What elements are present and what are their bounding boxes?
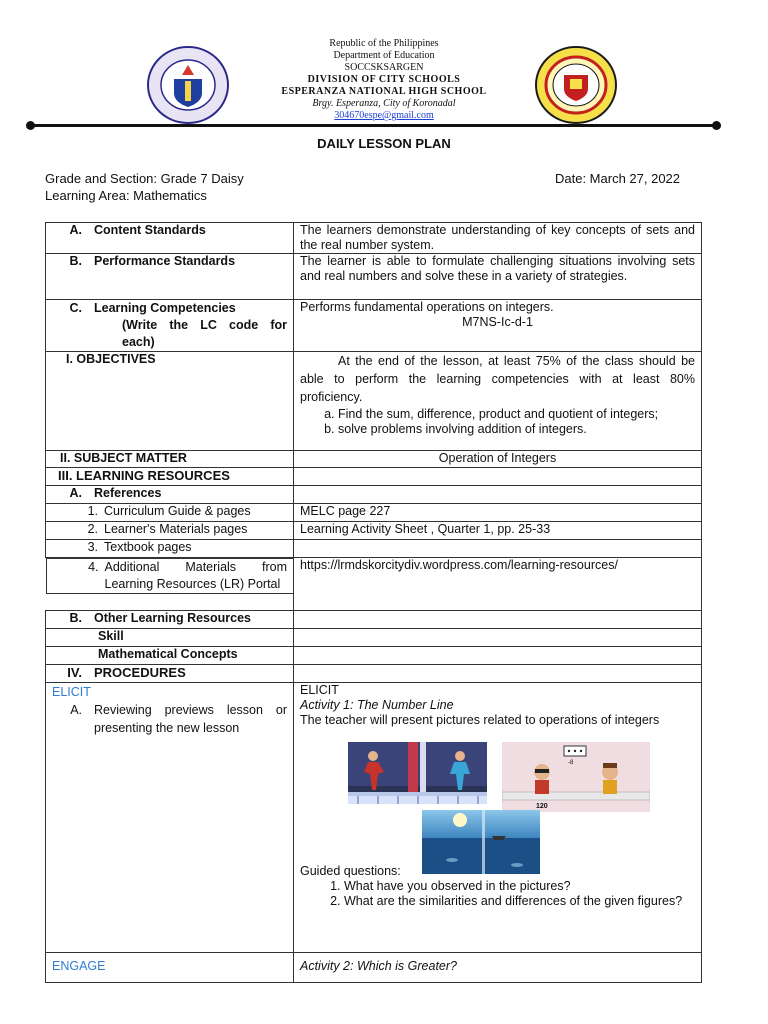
lesson-plan-table bbox=[45, 222, 702, 983]
ref4-label: Additional Materials from Learning Resources (LR) Portal bbox=[104, 560, 287, 591]
competencies-sub: (Write the LC code for each) bbox=[122, 318, 287, 349]
table-row: C. Learning Competencies (Write the LC code for each) Performs fundamental operations on integers. M7NS-Ic-d-1 bbox=[46, 300, 702, 352]
header-divider bbox=[30, 124, 717, 127]
table-row: B. Performance Standards The learner is able to formulate challenging situations involving sets and real numbers and solve these in a variety of strategies. bbox=[46, 254, 702, 300]
letterhead bbox=[0, 38, 768, 122]
republic-text: Republic of the Philippines bbox=[329, 38, 439, 49]
performance-standards-value: The learner is able to formulate challenging situations involving sets and real numbers and solve these in a variety of strategies. bbox=[294, 254, 702, 300]
learning-resources-label: III. LEARNING RESOURCES bbox=[46, 468, 294, 486]
elicit-left-label: ELICIT bbox=[52, 685, 91, 699]
number-line-fighters-image bbox=[348, 742, 487, 804]
table-row: ELICIT A. Reviewing previews lesson or presenting the new lesson ELICIT Activity 1: The Number Line The teacher will present pictures related to operations of integers Guided questions: 1. What have you observed in the pictures? 2. What are the similarities and differences of the given figures? bbox=[46, 683, 702, 953]
content-standards-label: Content Standards bbox=[94, 223, 206, 237]
ref2-label: Learner's Materials pages bbox=[104, 522, 248, 536]
elicit-right-label: ELICIT bbox=[300, 683, 339, 697]
activity1-title: Activity 1: The Number Line bbox=[300, 698, 454, 712]
table-row bbox=[46, 647, 702, 665]
table-row: A. Content Standards The learners demonstrate understanding of key concepts of sets and the real number system. bbox=[46, 223, 702, 254]
table-row bbox=[46, 451, 702, 468]
skill-label: Skill bbox=[46, 629, 294, 647]
region-text: SOCCSKSARGEN bbox=[344, 62, 424, 73]
guided-questions-label: Guided questions: bbox=[300, 864, 401, 878]
department-text: Department of Education bbox=[333, 50, 435, 61]
table-row: 2. Learner's Materials pages Learning Activity Sheet , Quarter 1, pp. 25-33 bbox=[46, 522, 702, 540]
activity1-text: The teacher will present pictures related to operations of integers bbox=[300, 713, 660, 727]
division-text: DIVISION OF CITY SCHOOLS bbox=[307, 74, 461, 85]
engage-label: ENGAGE bbox=[46, 953, 294, 983]
table-row: IV. PROCEDURES bbox=[46, 665, 702, 683]
email-link[interactable]: 304670espe@gmail.com bbox=[334, 110, 434, 121]
competencies-value: Performs fundamental operations on integers. bbox=[300, 300, 554, 314]
reviewing-label: Reviewing previews lesson or presenting the new lesson bbox=[94, 703, 287, 735]
table-row: 4. Additional Materials from Learning Resources (LR) Portal https://lrmdskorcitydiv.wordpress.com/learning-resources/ bbox=[46, 558, 702, 611]
ref4-value: https://lrmdskorcitydiv.wordpress.com/learning-resources/ bbox=[294, 558, 702, 611]
image-number-top: -8 bbox=[568, 760, 574, 766]
subject-matter-value: Operation of Integers bbox=[294, 451, 702, 468]
references-label: References bbox=[94, 486, 162, 500]
table-row bbox=[46, 468, 702, 486]
table-row bbox=[46, 629, 702, 647]
table-row: 1. Curriculum Guide & pages MELC page 227 bbox=[46, 504, 702, 522]
grade-section: Grade and Section: Grade 7 Daisy bbox=[45, 171, 244, 186]
sea-level-image bbox=[422, 810, 540, 874]
other-resources-label: Other Learning Resources bbox=[94, 611, 251, 625]
ref3-label: Textbook pages bbox=[104, 540, 192, 554]
image-number-bottom: 120 bbox=[536, 803, 548, 810]
table-row: 3. Textbook pages bbox=[46, 540, 702, 558]
competencies-label: Learning Competencies bbox=[94, 301, 236, 315]
subject-matter-label: II. SUBJECT MATTER bbox=[46, 451, 294, 468]
objective-item: a. Find the sum, difference, product and quotient of integers; bbox=[338, 407, 695, 422]
learning-area: Learning Area: Mathematics bbox=[45, 188, 207, 203]
objective-item: b. solve problems involving addition of integers. bbox=[338, 422, 695, 437]
procedures-label: PROCEDURES bbox=[94, 665, 186, 680]
school-text: ESPERANZA NATIONAL HIGH SCHOOL bbox=[281, 86, 487, 97]
number-line-kids-image bbox=[502, 742, 650, 812]
table-row: B. Other Learning Resources bbox=[46, 611, 702, 629]
table-row bbox=[46, 953, 702, 983]
guided-question: 2. What are the similarities and differences of the given figures? bbox=[344, 894, 695, 909]
address-text: Brgy. Esperanza, City of Koronadal bbox=[312, 98, 456, 109]
page-title: DAILY LESSON PLAN bbox=[317, 136, 451, 151]
objectives-label: I. OBJECTIVES bbox=[46, 352, 294, 451]
ref1-value: MELC page 227 bbox=[294, 504, 702, 522]
ref1-label: Curriculum Guide & pages bbox=[104, 504, 251, 518]
guided-question: 1. What have you observed in the pictures? bbox=[344, 879, 695, 894]
objectives-intro: At the end of the lesson, at least 75% of the class should be able to perform the learning competencies with at least 80% proficiency. bbox=[300, 354, 695, 404]
table-row: A. References bbox=[46, 486, 702, 504]
competencies-code: M7NS-Ic-d-1 bbox=[462, 315, 533, 329]
lesson-date: Date: March 27, 2022 bbox=[555, 171, 681, 186]
content-standards-value: The learners demonstrate understanding of key concepts of sets and the real number system. bbox=[294, 223, 702, 254]
ref2-value: Learning Activity Sheet , Quarter 1, pp. 25-33 bbox=[294, 522, 702, 540]
performance-standards-label: Performance Standards bbox=[94, 254, 236, 268]
math-concepts-label: Mathematical Concepts bbox=[46, 647, 294, 665]
activity2-title: Activity 2: Which is Greater? bbox=[294, 953, 702, 983]
table-row bbox=[46, 352, 702, 451]
